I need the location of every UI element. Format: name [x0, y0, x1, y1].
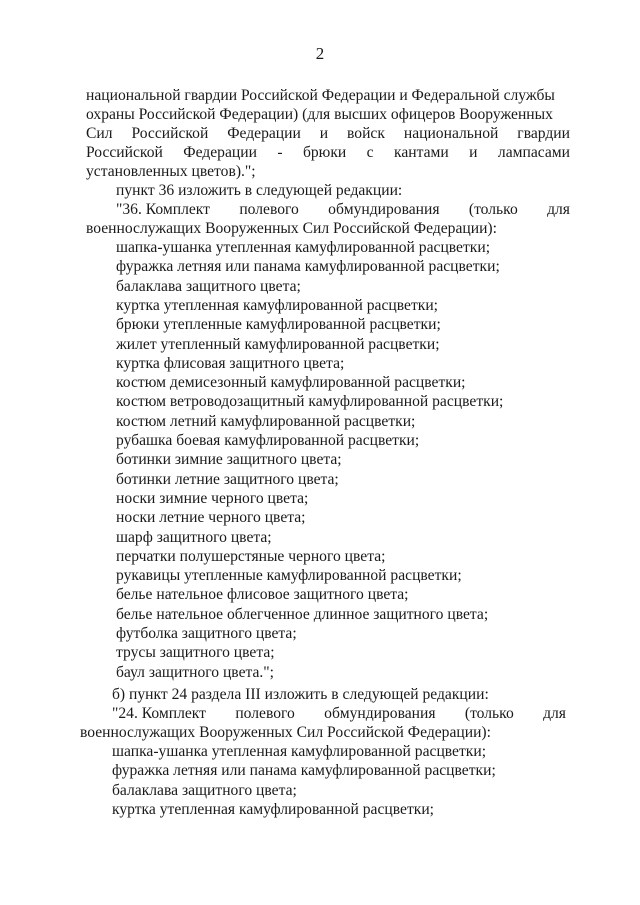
word: обмундирования — [324, 705, 436, 722]
list-item: костюм ветроводозащитный камуфлированной расцветки; — [116, 393, 504, 411]
list-item: рубашка боевая камуфлированной расцветки; — [116, 432, 420, 449]
list-item: брюки утепленные камуфлированной расцветки; — [116, 316, 441, 334]
word: брюки — [302, 144, 347, 161]
word: (только — [464, 705, 514, 722]
text-line: охраны Российской Федерации) (для высших офицеров Вооруженных — [86, 106, 553, 123]
word: для — [547, 201, 570, 218]
list-item: носки зимние черного цвета; — [116, 489, 309, 507]
list-item: костюм летний камуфлированной расцветки; — [116, 412, 416, 430]
list-item: куртка утепленная камуфлированной расцветки; — [116, 296, 439, 314]
word: Федерации — [227, 125, 301, 142]
word: кантами — [393, 144, 449, 161]
list-item: фуражка летняя или панама камуфлированной расцветки; — [112, 762, 496, 780]
list-item: костюм демисезонный камуфлированной расцветки; — [116, 374, 466, 392]
word: - — [277, 144, 283, 161]
text-line: установленных цветов)."; — [86, 163, 256, 180]
text-line: б) пункт 24 раздела III изложить в следующей редакции: — [112, 686, 489, 703]
list-item: белье нательное флисовое защитного цвета; — [116, 586, 409, 604]
word: войск — [347, 125, 385, 142]
word: национальной — [403, 125, 499, 142]
list-item: белье нательное облегченное длинное защитного цвета; — [116, 605, 489, 623]
list-item: шапка-ушанка утепленная камуфлированной расцветки; — [116, 239, 491, 256]
list-item: балаклава защитного цвета; — [112, 781, 297, 799]
word: и — [469, 144, 478, 161]
list-item: баул защитного цвета."; — [116, 663, 275, 681]
word: лампасами — [497, 144, 570, 161]
list-item: перчатки полушерстяные черного цвета; — [116, 547, 386, 565]
list-item: футболка защитного цвета; — [116, 625, 297, 642]
word: полевого — [239, 201, 299, 218]
word: Сил — [86, 125, 113, 142]
word: с — [366, 144, 374, 161]
list-item: трусы защитного цвета; — [116, 644, 275, 662]
text-line-justified — [116, 200, 570, 219]
text-line: военнослужащих Вооруженных Сил Российской Федерации): — [86, 220, 497, 237]
list-item: шапка-ушанка утепленная камуфлированной расцветки; — [112, 743, 487, 760]
list-item: ботинки зимние защитного цвета; — [116, 451, 342, 469]
page-number: 2 — [315, 44, 325, 63]
word: "24. Комплект — [112, 705, 206, 722]
text-line: национальной гвардии Российской Федерации и Федеральной службы — [86, 87, 555, 104]
list-item: балаклава защитного цвета; — [116, 277, 301, 295]
word: Российской — [131, 125, 209, 142]
word: для — [543, 705, 566, 722]
text-line: пункт 36 изложить в следующей редакции: — [116, 182, 403, 199]
list-item: носки летние черного цвета; — [116, 509, 306, 527]
word: Федерации — [183, 144, 257, 161]
text-line-justified — [86, 143, 570, 162]
list-item: рукавицы утепленные камуфлированной расцветки; — [116, 567, 462, 585]
list-item: куртка флисовая защитного цвета; — [116, 354, 345, 372]
list-item: шарф защитного цвета; — [116, 528, 272, 546]
list-item: жилет утепленный камуфлированной расцветки; — [116, 335, 440, 353]
text-line-justified — [86, 124, 570, 143]
word: гвардии — [517, 125, 570, 142]
list-item: фуражка летняя или панама камуфлированной расцветки; — [116, 258, 500, 276]
word: полевого — [235, 705, 295, 722]
word: Российской — [86, 144, 163, 161]
word: "36. Комплект — [116, 201, 210, 218]
word: (только — [468, 201, 518, 218]
list-item: куртка утепленная камуфлированной расцветки; — [112, 800, 435, 818]
word: обмундирования — [328, 201, 440, 218]
text-line-justified — [112, 704, 566, 723]
word: и — [319, 125, 329, 142]
text-line: военнослужащих Вооруженных Сил Российской Федерации): — [80, 724, 491, 741]
list-item: ботинки летние защитного цвета; — [116, 470, 339, 488]
